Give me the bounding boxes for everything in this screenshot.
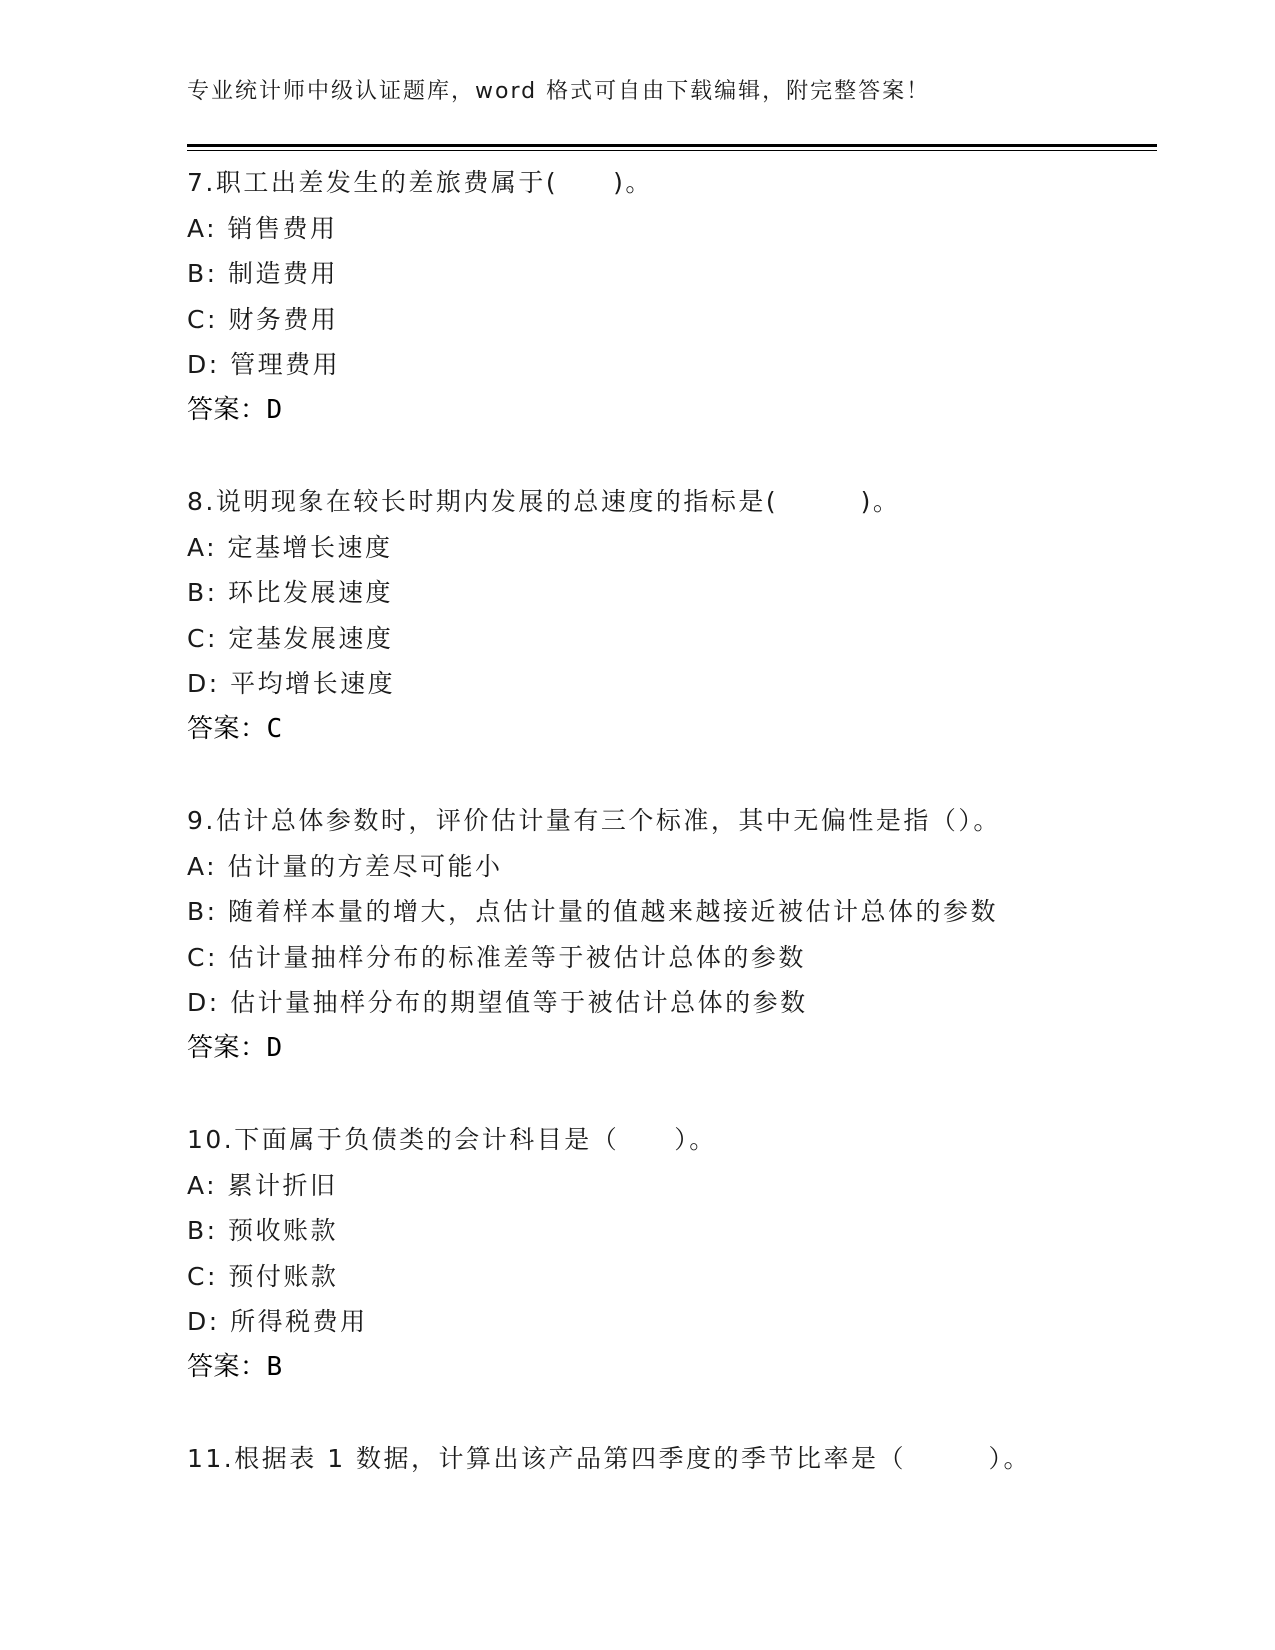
option-a: A: 估计量的方差尽可能小 (187, 851, 503, 881)
option-b: B: 环比发展速度 (187, 578, 394, 607)
answer-line (187, 1345, 1147, 1391)
answer-line (187, 707, 1147, 753)
option-b: B: 制造费用 (187, 259, 339, 288)
answer-line (187, 1026, 1147, 1072)
question-stem: 11.根据表 1 数据，计算出该产品第四季度的季节比率是（ ）。 (187, 1444, 1032, 1473)
question-item (187, 479, 1147, 752)
option-d: D: 所得税费用 (187, 1307, 368, 1336)
option-d: D: 估计量抽样分布的期望值等于被估计总体的参数 (187, 988, 808, 1017)
option-c: C: 定基发展速度 (187, 623, 394, 653)
question-item (187, 798, 1147, 1071)
question-list (187, 160, 1147, 1528)
answer-value: C (266, 713, 283, 744)
option-a: A: 定基增长速度 (187, 532, 393, 562)
option-a: A: 销售费用 (187, 213, 338, 243)
option-b: B: 随着样本量的增大，点估计量的值越来越接近被估计总体的参数 (187, 897, 999, 926)
option-d: D: 平均增长速度 (187, 669, 396, 698)
option-c: C: 预付账款 (187, 1261, 339, 1291)
answer-label: 答案： (187, 1351, 267, 1382)
question-item (187, 1117, 1147, 1390)
question-item (187, 1436, 1147, 1482)
option-c: C: 估计量抽样分布的标准差等于被估计总体的参数 (187, 942, 806, 972)
header-divider-thin (187, 150, 1157, 151)
answer-value: D (266, 1032, 283, 1063)
question-item (187, 160, 1147, 433)
option-d: D: 管理费用 (187, 350, 341, 379)
answer-label: 答案： (187, 713, 267, 744)
question-stem: 10.下面属于负债类的会计科目是（ ）。 (187, 1125, 717, 1154)
header-divider-thick (187, 144, 1157, 147)
answer-label: 答案： (187, 1032, 267, 1063)
option-b: B: 预收账款 (187, 1216, 339, 1245)
answer-label: 答案： (187, 394, 267, 425)
option-c: C: 财务费用 (187, 304, 339, 334)
option-a: A: 累计折旧 (187, 1170, 338, 1200)
answer-value: D (266, 394, 283, 425)
page-header: 专业统计师中级认证题库，word 格式可自由下载编辑，附完整答案！ (187, 79, 931, 104)
question-stem: 9.估计总体参数时，评价估计量有三个标准，其中无偏性是指（）。 (187, 806, 1001, 835)
question-stem: 8.说明现象在较长时期内发展的总速度的指标是( )。 (187, 487, 901, 516)
answer-value: B (266, 1351, 283, 1382)
answer-line (187, 388, 1147, 434)
question-stem: 7.职工出差发生的差旅费属于( )。 (187, 168, 653, 197)
